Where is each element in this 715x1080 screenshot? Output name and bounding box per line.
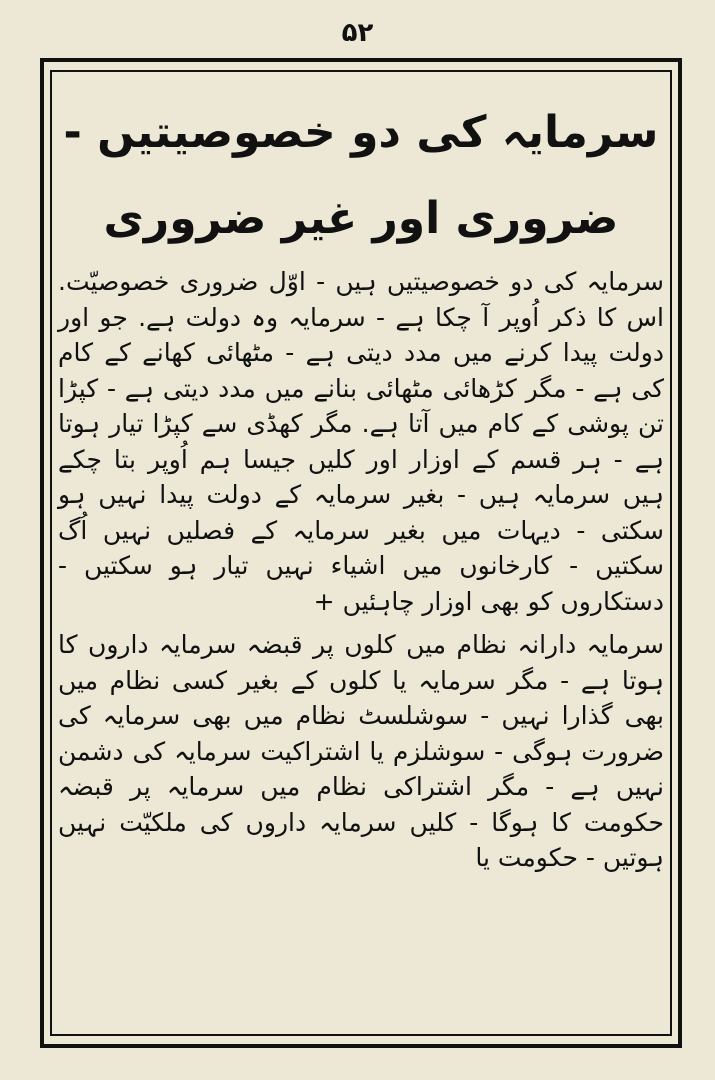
chapter-title: سرمایہ کی دو خصوصیتیں - ضروری اور غیر ضروری (63, 107, 659, 244)
page-number: ۵۲ (341, 18, 374, 48)
paragraph-2: سرمایہ دارانہ نظام میں کلوں پر قبضہ سرمایہ داروں کا ہوتا ہے - مگر سرمایہ یا کلوں کے بغیر کسی نظام میں بھی گذارا نہیں - سوشلسٹ نظام میں بھی سرمایہ کی ضرورت ہوگی - سوشلزم یا اشتراکیت سرمایہ کی دشمن نہیں ہے - مگر اشتراکی نظام میں سرمایہ پر قبضہ حکومت کا ہوگا - کلیں سرمایہ داروں کی ملکیّت نہیں ہوتیں - حکومت یا (58, 630, 664, 872)
paragraph-1: سرمایہ کی دو خصوصیتیں ہیں - اوّل ضروری خصوصیّت. اس کا ذکر اُوپر آ چکا ہے - سرمایہ وہ دولت ہے. جو اور دولت پیدا کرنے میں مدد دیتی ہے - مٹھائی کھانے کے کام کی ہے - مگر کڑھائی مٹھائی بنانے میں مدد دیتی ہے - کپڑا تن پوشی کے کام میں آتا ہے. مگر کھڈی سے کپڑا تیار ہوتا ہے - ہر قسم کے اوزار اور کلیں جیسا ہم اُوپر بتا چکے ہیں سرمایہ ہیں - بغیر سرمایہ کے دولت پیدا نہیں ہو سکتی - دیہات میں بغیر سرمایہ کے فصلیں نہیں اُگ سکتیں - کارخانوں میں اشیاء نہیں تیار ہو سکتیں - دستکاروں کو بھی اوزار چاہئیں + (58, 267, 664, 616)
page-content (58, 80, 664, 876)
